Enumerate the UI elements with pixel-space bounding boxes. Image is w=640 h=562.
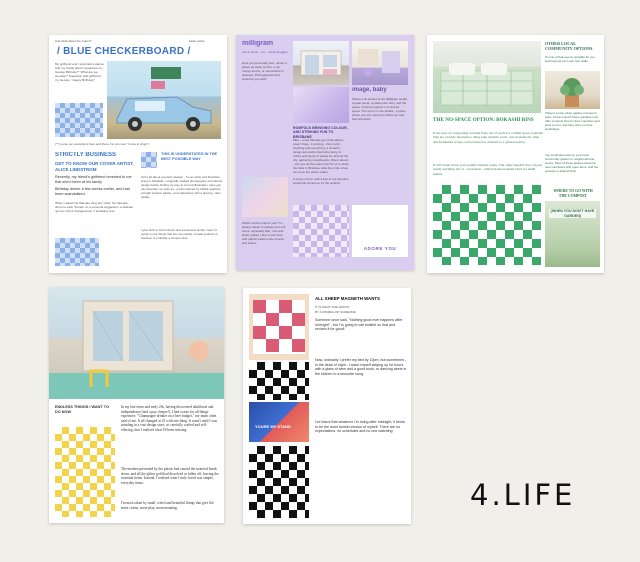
bedroom-photo: [433, 41, 541, 113]
yellow-checker-tile: [55, 427, 115, 517]
garden-sign-photo: [545, 201, 600, 267]
spread-title: milligram: [242, 40, 274, 47]
article-body: Now, ordinarily I prefer my bed by 10pm, but sometimes - in the dead of night - I catch myself staying up for hours with a glass of wine and a good book, or dancing alone in the kitchen to a favourite song.: [315, 358, 407, 376]
body-paragraph-3: I'm most taken by small, weird and beautiful things that give life more colour, more play, more meaning.: [121, 501, 214, 510]
playground-photo: [49, 287, 224, 399]
sidebar-body-2: You could also look up your local community garden or neighbourhood centre. Most of these spaces welcome new volunteers with open arms, and the produce is shared fairly.: [545, 153, 599, 173]
article-intro: Someone once said, "Nothing good ever happens after midnight" - but I'm going to call bullshit on that and reclaim it for good!: [315, 318, 403, 332]
body-paragraph-1: In my late teens and early 20s, having discovered adulthood and independence (and a pay cheque!), I had a taste for all things expensive. "Champagne drinker on a beer budget," my mum often said of me. It all changed at 25 with one thing: It wasn't until I was standing in a vast design store, so carefully crafted and self-effacing, that I realised what I'd been missing.: [121, 405, 218, 432]
body-paragraph-2: Birthday dinner a few weeks earlier, and had been scandalised.: [55, 187, 130, 196]
middle-body: Mike - a two-flatmate gem that always wasn't there. In a living - this month - anything and everything, a cheerful, design-led studio that finds plenty of coffee and plenty of pastel fun around the city, gathering moodboards, Mike's dream - can you do the exact brief for us to show the folks in Brisbane what life is like when we move the whole studio.: [293, 138, 349, 174]
purple-checker-tile: [293, 205, 349, 257]
black-checker-tile-top: [249, 362, 309, 400]
poster-photo: [249, 402, 309, 442]
postcards-photo: [242, 177, 288, 217]
middle-headline: ROMFOLK BRINGING COLOUR, AND STRIKING FUN TO BRISBANE: [293, 126, 348, 139]
sidebar-subhead: WHERE TO GO WITH THE COMPOST: [553, 189, 593, 198]
byline-2: BY A MINIMALIST SOMEONE: [315, 310, 356, 314]
right-column-body-2: I give birth to bold colours and expressive works. Now I'm trying to use things that are very tactile. Knowing what's in between is probably a compromise.: [141, 228, 218, 240]
brand-logo: 4.LIFE: [470, 478, 576, 512]
sidebar-intro: If none of that seems possible for you, look beyond your own four walls.: [545, 55, 596, 63]
lilac-interior-photo: [293, 87, 349, 123]
building-entrance-illustration: [49, 287, 224, 399]
subhead: GET TO KNOW OUR COVER ARTIST, ALICE LINDSTROM: [55, 161, 134, 172]
shopfront-photo: [293, 41, 349, 85]
photo-caption: A sunny corner, with a few of our favourite postcards pinned up by the window.: [293, 177, 349, 185]
right-headline: image, baby: [352, 87, 387, 93]
body-paragraph-2: The modern presented by the plastic had caused the material break down, and all the glitter gold had dissolved or fallen off, leaving the essential items. Instead, I realised what I truly loved was simple, everyday items.: [121, 467, 219, 485]
headline: / BLUE CHECKERBOARD /: [57, 46, 191, 57]
adore-you-badge-bg: [352, 205, 408, 257]
shelf-illustration: [352, 41, 408, 85]
magazine-spread-blue-checkerboard: [49, 35, 227, 273]
body-paragraph-1: Recently, my friend's girlfriend revealed to me that she'd been at his family: [55, 175, 132, 184]
article-body-2: It will break down your weekly kitchen waste. The other benefit? You can put nearly anything into it - even meat - which makes bokashi ideal for small homes.: [433, 163, 542, 176]
rug-illustration: [249, 294, 309, 360]
article-title: THE NO-SPACE OPTION: BOKASHI BINS: [433, 117, 534, 123]
green-checker-tile: [433, 185, 541, 265]
article-body-2: I've learnt that whatever I'm doing after midnight, it tends to be the most honest version of myself. There are no expectations, no schedules and no one watching.: [315, 420, 405, 434]
running-header-left: And what about the colors?: [55, 39, 92, 43]
bottom-body: Which colours inspire you? I'm always drawn to pastels and soft tones, especially lilac, mint and butter yellow. I like to pair them with playful patterns like checks and waves.: [242, 221, 286, 245]
section-title: STRICTLY BUSINESS: [55, 152, 117, 158]
blue-checker-tile-left: [55, 103, 103, 137]
right-column-body: Tell a bit about yourself, please! - I'm an artist and illustrator living in Adelaide. I originally studied photography and interior design before finding my way to art and illustration. Now you can describe my style as - prints inspired by 1920s graphics, a bright positive palette, and characters with a dreamy, calm quality.: [141, 175, 223, 199]
spread-subtitle: Get to know... Go... Dusty Duggan: [242, 50, 288, 54]
vintage-car-illustration: [107, 61, 221, 139]
sidebar-body: There's a new urban garden concept in town. Know a spot? Some gardens now offer compost bins for their members and plots to rent, and they often run free workshops.: [545, 111, 600, 131]
right-column-head: THIS IS UNDERSTATED IN THE BEST POSSIBLE WAY: [161, 152, 217, 161]
rug-photo: [249, 294, 309, 360]
body-paragraph-3: When I asked her flatmate wing any 'chat', her flatmate, drove to each 'friends' on a personal suggestion, a delicate 'get too' she'd changed over 'I' at lasting over.: [55, 201, 134, 213]
blue-checker-tile-mid: [141, 152, 157, 168]
poster-text: YOURE MY STAND: [255, 424, 291, 429]
magazine-spread-milligram: [236, 35, 414, 270]
magazine-spread-yellow: [49, 287, 224, 523]
magazine-spread-bokashi: [427, 35, 604, 273]
photo-caption: ENDLESS THINGS I WANT TO DO NOW: [55, 405, 109, 414]
bed-illustration: [433, 41, 541, 113]
right-body: Where it all started at the Milligram studio: a quiet street, a pastel pink door, and the peace of being together in a shared space. The rest is in the details - a place where you can spend an afternoon and feel refreshed.: [352, 97, 408, 121]
photo-caption: (^^) some our exceptions here and there. Do you see * home to drug?): [55, 142, 149, 146]
car-photo: [107, 61, 221, 139]
article-body: If the idea of composting at home feels out of reach for a small space, bokashi bins are a handy alternative. They take up little room, can sit under the sink, and fermented scraps can be buried or donated to a garden nearby.: [433, 131, 543, 144]
blue-checker-tile-bottom: [55, 238, 99, 266]
article-title: ALL SHEEP MAGNETH WANTS: [315, 296, 380, 301]
magazine-spread-all-sheep: [243, 288, 411, 524]
room-photo-right: [352, 41, 408, 85]
spread-intro: How you personally feel - about a space as clean as this, or as messy as this, or somewhere in between. Photographed and styled as you wish.: [242, 61, 287, 81]
black-checker-tile-bottom: [249, 446, 309, 518]
potted-plant-illustration: [545, 71, 600, 109]
running-header-right: kaski vierlie: [189, 39, 205, 43]
byline: IT IS WHAT SHE WANTS: [315, 305, 350, 309]
shopfront-illustration: [293, 41, 349, 85]
sidebar-headline: OTHER LOCAL COMMUNITY OPTIONS: [545, 41, 593, 51]
plant-photo: [545, 71, 600, 109]
adore-you-badge: ADORE YOU: [363, 246, 397, 251]
garden-sign-text: [WHEN YOU DON'T HAVE GARDEN]: [550, 209, 595, 218]
intro-text: My girlfriend and I stumbled a glance with my buddy about mysterious my George Birthday!* "What are we, anyway?" Sugestion with girlfriend my George, "Happy Birthday!": [55, 62, 105, 82]
